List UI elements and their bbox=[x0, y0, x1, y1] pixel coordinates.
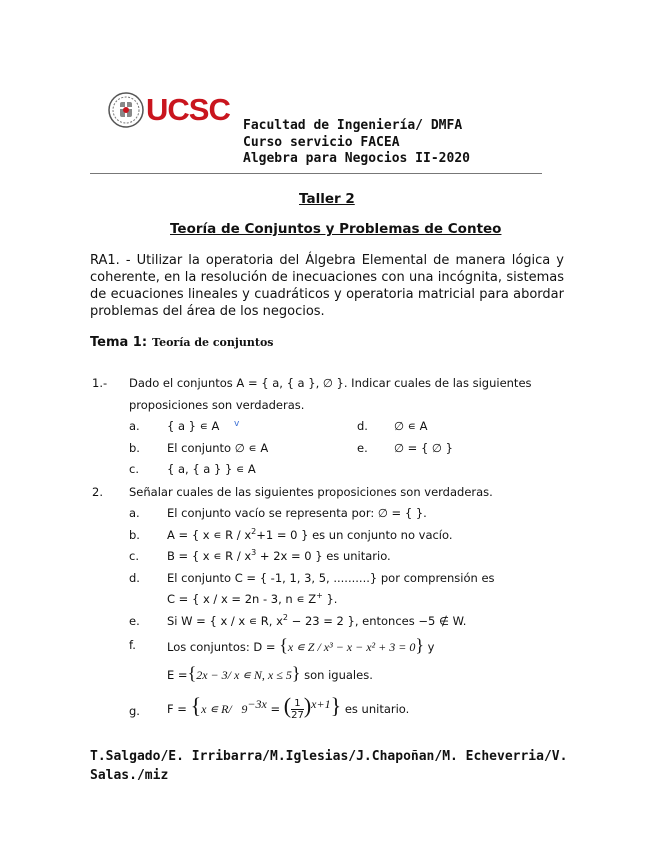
option-letter: a. bbox=[129, 506, 140, 520]
option-letter: e. bbox=[357, 441, 368, 455]
section-label: Tema 1: bbox=[90, 335, 148, 350]
option-letter: a. bbox=[129, 419, 140, 433]
option-text: { a, { a } } ∊ A bbox=[167, 462, 256, 476]
ucsc-logo bbox=[108, 92, 230, 132]
page-title: Taller 2 bbox=[299, 191, 355, 207]
set-e-expression: 2x − 3/ x ∊ N, x ≤ 5 bbox=[196, 668, 292, 682]
option-text: Si W = { x / x ∊ R, $x^2 - 23 = 2$ }, entonces −5 ∉ W. bbox=[167, 613, 467, 628]
option-text: F = {x ∊ R/ $9^{-3x}$ = ( $\frac{1}{27}$ )$^{x+1}$} es unitario. bbox=[167, 693, 410, 721]
option-letter: b. bbox=[129, 441, 140, 455]
question-1-text-cont: proposiciones son verdaderas. bbox=[129, 398, 305, 412]
section-name: Teoría de conjuntos bbox=[152, 336, 274, 349]
question-1-number: 1.- bbox=[92, 376, 108, 390]
check-mark: v bbox=[234, 419, 240, 429]
learning-outcome-paragraph: RA1. - Utilizar la operatoria del Álgebra Elemental de manera lógica y coherente, en la resolución de inecuaciones con una incógnita, sistemas de ecuaciones lineales y cuadráticos y operatoria matricial para abordar problemas del área de los negocios. bbox=[90, 253, 564, 319]
option-text: { a } ∊ A bbox=[167, 419, 220, 433]
logo-wordmark: UCSC bbox=[146, 92, 230, 127]
section-heading bbox=[90, 331, 273, 350]
option-letter: d. bbox=[129, 571, 140, 585]
authors-line-2: Salas./miz bbox=[90, 768, 169, 783]
option-text: El conjunto ∅ ∊ A bbox=[167, 441, 269, 455]
option-text: A = { x ∊ $R / x^2+1 = 0$ } es un conjunto no vacío. bbox=[167, 527, 453, 542]
option-letter: c. bbox=[129, 549, 139, 563]
option-text: ∅ = { ∅ } bbox=[394, 441, 453, 455]
option-letter: f. bbox=[129, 638, 136, 652]
authors-line-1: T.Salgado/E. Irribarra/M.Iglesias/J.Chapoñan/M. Echeverria/V. bbox=[90, 749, 568, 764]
option-text: ∅ ∊ A bbox=[394, 419, 428, 433]
option-text-cont: E ={2x − 3/ x ∊ N, x ≤ 5} son iguales. bbox=[167, 663, 373, 683]
option-letter: c. bbox=[129, 462, 139, 476]
option-text: Los conjuntos: D = {x ∊ Z / x³ − x − x² + 3 = 0} y bbox=[167, 635, 435, 655]
option-text: El conjunto C = { -1, 1, 3, 5, ..........} por comprensión es bbox=[167, 571, 495, 585]
option-letter: d. bbox=[357, 419, 368, 433]
page-subtitle: Teoría de Conjuntos y Problemas de Conteo bbox=[170, 221, 502, 237]
question-2-text: Señalar cuales de las siguientes proposiciones son verdaderas. bbox=[129, 485, 493, 499]
university-seal-icon bbox=[108, 92, 144, 128]
header-line-3: Algebra para Negocios II-2020 bbox=[243, 151, 470, 166]
option-text: El conjunto vacío se representa por: ∅ = { }. bbox=[167, 506, 427, 520]
question-1-text: Dado el conjuntos A = { a, { a }, ∅ }. Indicar cuales de las siguientes bbox=[129, 376, 532, 390]
header-line-1: Facultad de Ingeniería/ DMFA bbox=[243, 118, 463, 133]
option-text: B = { x ∊ $R / x^3 + 2x = 0$ } es unitario. bbox=[167, 548, 391, 563]
fraction: $\frac{1}{27}$ bbox=[291, 698, 304, 721]
option-letter: g. bbox=[129, 704, 140, 718]
option-text-cont: C = { x / x = 2n - 3, n ∊ Z+ }. bbox=[167, 591, 338, 606]
option-letter: b. bbox=[129, 528, 140, 542]
question-2-number: 2. bbox=[92, 485, 103, 499]
set-d-expression: x ∊ Z / x³ − x − x² + 3 = 0 bbox=[287, 640, 416, 654]
header-divider bbox=[90, 173, 542, 174]
header-line-2: Curso servicio FACEA bbox=[243, 135, 400, 150]
option-letter: e. bbox=[129, 614, 140, 628]
